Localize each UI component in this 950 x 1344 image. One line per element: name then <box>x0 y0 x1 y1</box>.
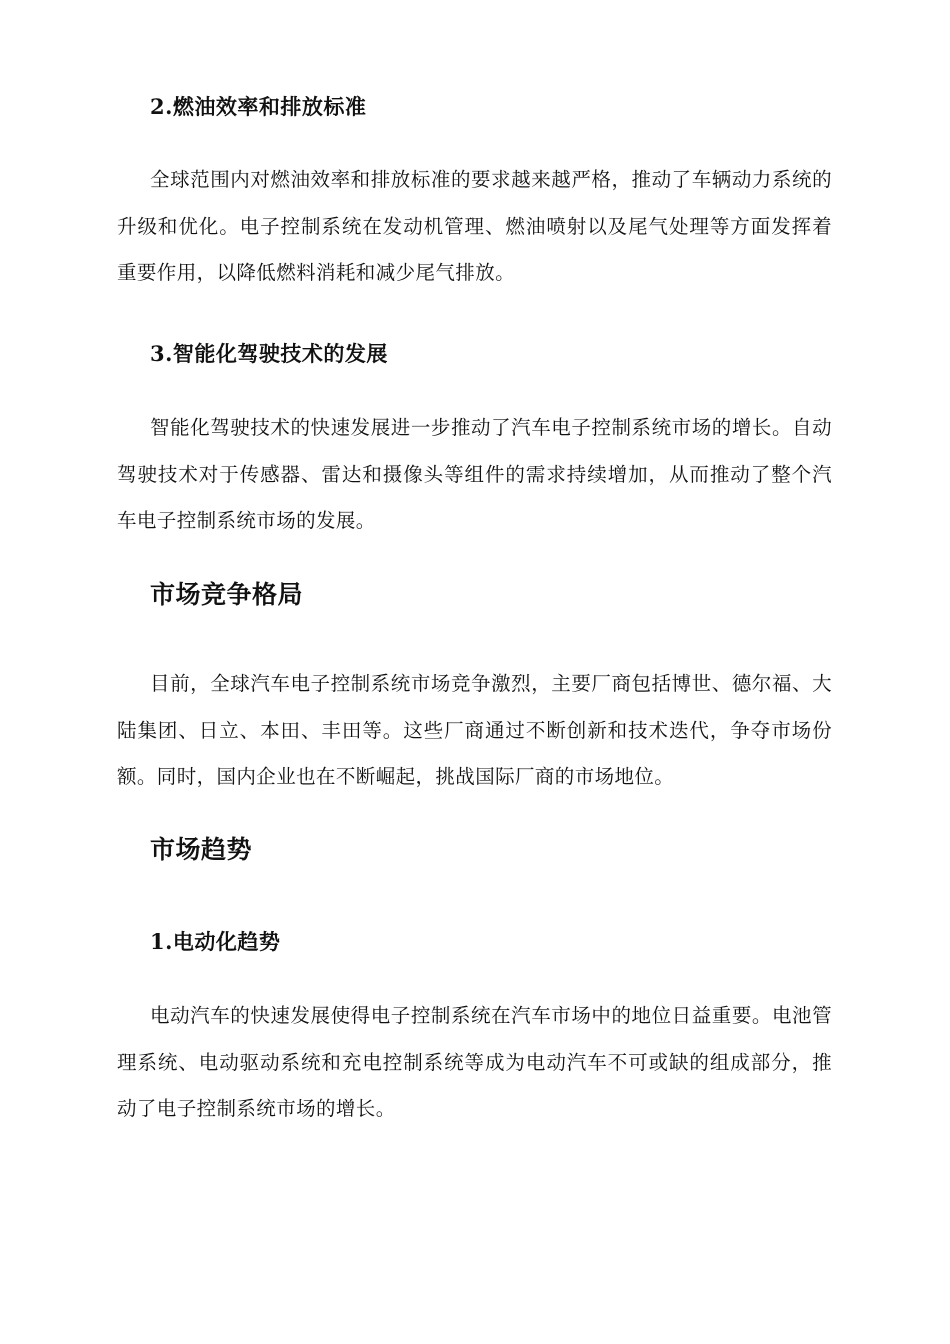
subheading-smart-driving: 3.智能化驾驶技术的发展 <box>150 341 388 366</box>
paragraph-smart-driving: 智能化驾驶技术的快速发展进一步推动了汽车电子控制系统市场的增长。自动驾驶技术对于传感器、雷达和摄像头等组件的需求持续增加，从而推动了整个汽车电子控制系统市场的发展。 <box>117 416 832 532</box>
paragraph-electrification: 电动汽车的快速发展使得电子控制系统在汽车市场中的地位日益重要。电池管理系统、电动驱动系统和充电控制系统等成为电动汽车不可或缺的组成部分，推动了电子控制系统市场的增长。 <box>117 1004 832 1120</box>
subheading-fuel-efficiency: 2.燃油效率和排放标准 <box>150 94 367 119</box>
section-heading-competition: 市场竞争格局 <box>150 580 304 609</box>
paragraph-competition: 目前，全球汽车电子控制系统市场竞争激烈，主要厂商包括博世、德尔福、大陆集团、日立、本田、丰田等。这些厂商通过不断创新和技术迭代，争夺市场份额。同时，国内企业也在不断崛起，挑战国际厂商的市场地位。 <box>117 672 832 788</box>
section-heading-trends: 市场趋势 <box>150 835 253 864</box>
subheading-electrification: 1.电动化趋势 <box>150 929 281 954</box>
paragraph-fuel-efficiency: 全球范围内对燃油效率和排放标准的要求越来越严格，推动了车辆动力系统的升级和优化。电子控制系统在发动机管理、燃油喷射以及尾气处理等方面发挥着重要作用，以降低燃料消耗和减少尾气排放。 <box>117 168 832 284</box>
